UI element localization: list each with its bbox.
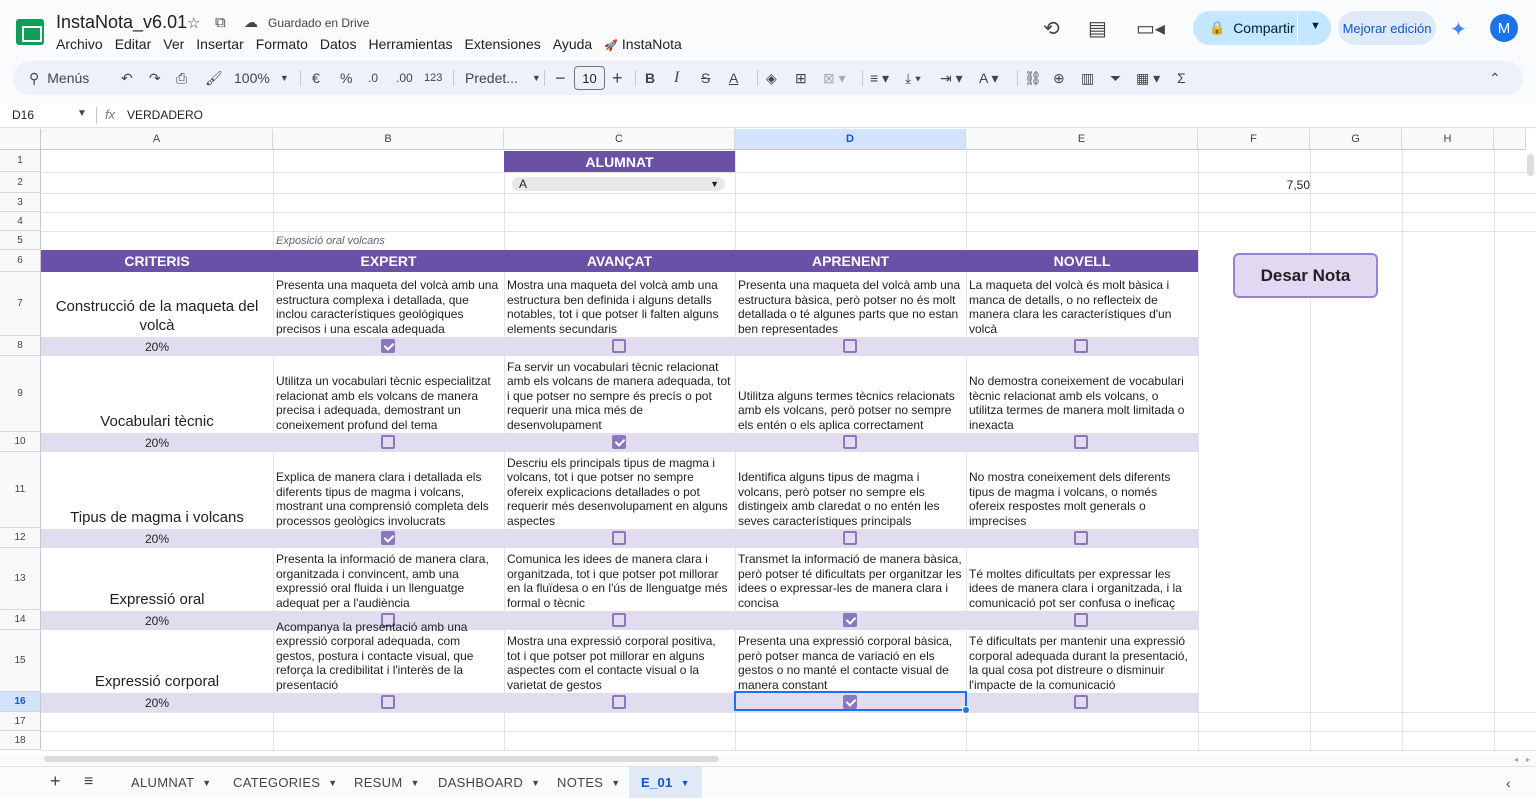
column-header-f[interactable]: F: [1198, 129, 1310, 150]
menus-search-label: Menús: [47, 70, 90, 86]
avatar[interactable]: M: [1490, 14, 1518, 42]
menu-ayuda[interactable]: Ayuda: [552, 36, 593, 52]
number-format-button[interactable]: 123: [424, 72, 443, 84]
filter-icon[interactable]: ⏷: [1110, 69, 1122, 86]
formula-bar: [0, 103, 1536, 128]
level-description[interactable]: Presenta la informació de manera clara, organitzada i convincent, amb una expressió oral fluida i un llenguatge adequat per a l'audiència: [276, 552, 489, 610]
level-checkbox[interactable]: [612, 695, 626, 709]
search-icon: ⚲: [29, 69, 40, 86]
sheet-tab-label: DASHBOARD: [438, 775, 524, 790]
row-header[interactable]: 7: [0, 272, 41, 336]
row-header[interactable]: 18: [0, 731, 41, 750]
scroll-left-arrow-icon[interactable]: ◂: [1514, 755, 1519, 764]
level-checkbox[interactable]: [1074, 695, 1088, 709]
font-dropdown-icon: ▼: [531, 73, 541, 83]
drive-status: Guardado en Drive: [268, 16, 370, 30]
italic-icon[interactable]: I: [674, 69, 680, 86]
menu-extensiones[interactable]: Extensiones: [464, 36, 541, 52]
menu-datos[interactable]: Datos: [319, 36, 357, 52]
level-description[interactable]: Mostra una maqueta del volcà amb una estructura ben definida i alguns detalls notables, tot i que potser li falten alguns elements secundaris: [507, 278, 719, 336]
menu-bar: [56, 36, 694, 52]
fx-icon: fx: [105, 107, 116, 122]
horizontal-scroll-thumb[interactable]: [44, 756, 719, 762]
criterion-weight[interactable]: 20%: [144, 531, 170, 546]
row-header[interactable]: 6: [0, 250, 41, 272]
level-checkbox[interactable]: [381, 339, 395, 353]
level-checkbox[interactable]: [612, 339, 626, 353]
row-header[interactable]: 3: [0, 193, 41, 212]
sheet-tab-dashboard[interactable]: [438, 767, 540, 798]
comments-icon[interactable]: ▤: [1088, 18, 1107, 40]
gridline: [41, 231, 1536, 232]
functions-icon[interactable]: Σ: [1177, 70, 1186, 86]
sheet-tab-label: NOTES: [557, 775, 604, 790]
sheets-logo-icon[interactable]: [16, 19, 44, 45]
fill-color-icon[interactable]: ◈: [766, 69, 777, 86]
share-label: Compartir: [1233, 20, 1295, 36]
cloud-saved-icon[interactable]: ☁: [244, 14, 258, 30]
scroll-right-arrow-icon[interactable]: ▸: [1526, 755, 1531, 764]
level-description[interactable]: No mostra coneixement dels diferents tipus de magma i volcans, o només ofereix respostes molt generals o imprecises: [969, 470, 1171, 528]
level-description[interactable]: No demostra coneixement de vocabulari tècnic relacionat amb els volcans, o utilitza termes de manera molt limitada o inexacta: [969, 374, 1185, 432]
level-checkbox[interactable]: [612, 613, 626, 627]
level-description[interactable]: Descriu els principals tipus de magma i volcans, tot i que potser no sempre ofereix explicacions detallades o pot requerir més desenvolupament en alguns aspectes: [507, 455, 728, 528]
sheet-tab-label: ALUMNAT: [131, 775, 195, 790]
alumnat-title: ALUMNAT: [504, 151, 735, 172]
column-header-b[interactable]: B: [273, 129, 504, 150]
vertical-align-icon[interactable]: ⤓ ▾: [905, 69, 921, 86]
menu-editar[interactable]: Editar: [114, 36, 152, 52]
header-criteris: CRITERIS: [41, 250, 273, 272]
rubric-subtitle: Exposició oral volcans: [276, 235, 385, 247]
menu-formato[interactable]: Formato: [255, 36, 308, 52]
level-checkbox[interactable]: [1074, 435, 1088, 449]
gridline: [1198, 150, 1199, 750]
alumnat-dropdown[interactable]: [512, 177, 725, 191]
level-checkbox[interactable]: [1074, 531, 1088, 545]
toolbar-divider: [1017, 70, 1018, 86]
level-checkbox[interactable]: [381, 695, 395, 709]
gridline: [41, 750, 1536, 751]
star-icon[interactable]: ☆: [187, 15, 201, 32]
font-size-input[interactable]: 10: [574, 66, 605, 90]
gridline: [41, 193, 1536, 194]
level-description[interactable]: Fa servir un vocabulari tècnic relacionat amb els volcans de manera adequada, tot i que potser no sempre és precís o pot requerir una mica més de desenvolupament: [507, 359, 731, 432]
level-description[interactable]: La maqueta del volcà és molt bàsica i manca de detalls, o no reflecteix de manera clara les característiques d'un volcà: [969, 278, 1172, 336]
gemini-icon[interactable]: ✦: [1450, 19, 1467, 41]
decrease-font-size-icon[interactable]: −: [555, 67, 566, 88]
title-bar: [0, 0, 1536, 58]
chevron-down-icon: ▼: [202, 777, 212, 788]
all-sheets-menu-icon[interactable]: ≡: [84, 773, 94, 790]
toolbar-divider: [453, 70, 454, 86]
increase-decimal-button[interactable]: .00: [396, 71, 413, 85]
paint-format-icon[interactable]: 🖌: [205, 69, 223, 86]
row-header[interactable]: 5: [0, 231, 41, 250]
toolbar: [13, 61, 1523, 95]
borders-icon[interactable]: ⊞: [795, 69, 807, 86]
level-checkbox[interactable]: [843, 613, 857, 627]
column-header-h[interactable]: H: [1402, 129, 1494, 150]
gridline: [41, 212, 1536, 213]
font-family-value: Predet...: [465, 70, 518, 86]
share-button[interactable]: [1193, 11, 1331, 45]
gridline: [1310, 150, 1311, 750]
text-wrap-icon[interactable]: ⇥ ▾: [940, 69, 963, 86]
sheet-tab-notes[interactable]: [557, 767, 621, 798]
chevron-down-icon: ▼: [410, 777, 420, 788]
level-description[interactable]: Comunica les idees de manera clara i organitzada, tot i que potser pot millorar en la fluïdesa o en l'ús de llenguatge més formal o tècnic: [507, 552, 728, 610]
row-header[interactable]: 2: [0, 172, 41, 193]
add-sheet-icon[interactable]: +: [50, 771, 61, 791]
increase-font-size-icon[interactable]: +: [612, 67, 623, 88]
chevron-left-icon[interactable]: ‹: [1506, 775, 1511, 791]
row-header[interactable]: 9: [0, 356, 41, 432]
sheet-tab-alumnat[interactable]: [131, 767, 211, 798]
active-cell-selection: [734, 691, 967, 711]
row-header[interactable]: 11: [0, 452, 41, 528]
level-description[interactable]: Utilitza alguns termes tècnics relacionats amb els volcans, però potser no sempre els entén o els aplica correctament: [738, 388, 955, 432]
video-call-icon[interactable]: ▭◂: [1136, 18, 1165, 40]
criterion-name[interactable]: Tipus de magma i volcans: [70, 509, 244, 526]
share-divider: [1297, 11, 1298, 45]
row-header[interactable]: 8: [0, 336, 41, 356]
zoom-select[interactable]: [234, 61, 289, 95]
criterion-weight[interactable]: 20%: [144, 695, 170, 710]
row-header[interactable]: 15: [0, 630, 41, 692]
criterion-name[interactable]: Construcció de la maqueta del volcà: [55, 298, 259, 334]
menu-ver[interactable]: Ver: [163, 36, 185, 52]
font-family-select[interactable]: [465, 61, 541, 95]
column-header-e[interactable]: E: [966, 129, 1198, 150]
column-header-c[interactable]: C: [504, 129, 735, 150]
move-folder-icon[interactable]: ⧉: [215, 14, 226, 31]
toolbar-divider: [757, 70, 758, 86]
chevron-down-icon: ▼: [680, 777, 690, 788]
bold-icon[interactable]: B: [645, 70, 656, 86]
level-checkbox[interactable]: [1074, 613, 1088, 627]
formula-input[interactable]: VERDADERO: [127, 108, 204, 122]
header-aprenent: APRENENT: [735, 250, 966, 272]
document-title[interactable]: InstaNota_v6.01: [56, 12, 188, 32]
level-description[interactable]: Transmet la informació de manera bàsica, però potser té dificultats per organitzar les idees o expressar-les de manera clara i concisa: [738, 552, 962, 610]
insert-comment-icon[interactable]: ⊕: [1053, 69, 1065, 86]
row-header[interactable]: 12: [0, 528, 41, 548]
decrease-decimal-button[interactable]: .0: [368, 71, 379, 85]
row-header[interactable]: 17: [0, 712, 41, 731]
share-dropdown-icon[interactable]: ▼: [1310, 20, 1321, 32]
sheet-tab-label: E_01: [641, 775, 673, 790]
criterion-name[interactable]: Expressió oral: [109, 591, 205, 608]
row-header[interactable]: 13: [0, 548, 41, 610]
criterion-name[interactable]: Expressió corporal: [94, 673, 220, 690]
menu-herramientas[interactable]: Herramientas: [368, 36, 453, 52]
zoom-dropdown-icon: ▼: [279, 73, 289, 83]
gridline: [41, 712, 1536, 713]
level-description[interactable]: Presenta una maqueta del volcà amb una estructura complexa i detallada, que inclou característiques geològiques precisos i una escala adequada: [276, 278, 499, 336]
toolbar-divider: [544, 70, 545, 86]
row-header[interactable]: 1: [0, 150, 41, 172]
grade-value[interactable]: 7,50: [1286, 178, 1310, 192]
filter-views-icon[interactable]: ▦ ▾: [1136, 69, 1161, 86]
sheet-tab-label: CATEGORIES: [233, 775, 321, 790]
chevron-down-icon: ▼: [710, 179, 719, 189]
chevron-down-icon: ▼: [328, 777, 338, 788]
level-description[interactable]: Té dificultats per mantenir una expressió corporal adequada durant la presentació, la qual cosa pot distreure o disminuir l'impacte de la comunicació: [969, 634, 1188, 692]
collapse-toolbar-icon[interactable]: ⌃: [1489, 69, 1501, 86]
alumnat-selected: A: [519, 177, 528, 191]
upgrade-button[interactable]: Mejorar edición: [1338, 11, 1436, 45]
header-avancat: AVANÇAT: [504, 250, 735, 272]
sheet-tab-bar: [0, 766, 1536, 797]
toolbar-divider: [862, 70, 863, 86]
redo-icon[interactable]: ↷: [149, 69, 161, 86]
level-description[interactable]: Explica de manera clara i detallada els diferents tipus de magma i volcans, mostrant una comprensió completa dels processos geològics involucrats: [276, 470, 489, 528]
level-checkbox[interactable]: [843, 435, 857, 449]
header-expert: EXPERT: [273, 250, 504, 272]
menu-insertar[interactable]: Insertar: [196, 36, 244, 52]
name-box-dropdown-icon[interactable]: ▼: [77, 108, 87, 119]
column-header-i[interactable]: [1494, 129, 1526, 150]
text-rotation-icon[interactable]: A ▾: [979, 69, 999, 86]
menu-instanota[interactable]: 🚀 InstaNota: [604, 36, 690, 52]
spreadsheet-grid[interactable]: [0, 129, 1536, 755]
sheet-tab-categories[interactable]: [233, 767, 338, 798]
row-header[interactable]: 16: [0, 692, 41, 712]
level-description[interactable]: expressió corporal adequada, com gestos, postura i contacte visual, que reforça la credibilitat i l'interès de la presentació: [276, 634, 474, 692]
level-description[interactable]: Té moltes dificultats per expressar les idees de manera clara i organitzada, i la comunicació pot ser confusa o ineficaç: [969, 566, 1182, 610]
fill-handle[interactable]: [962, 706, 970, 714]
level-checkbox[interactable]: [1074, 339, 1088, 353]
column-header-a[interactable]: A: [41, 129, 273, 150]
name-box[interactable]: D16: [12, 108, 35, 122]
criterion-name[interactable]: Vocabulari tècnic: [100, 413, 214, 430]
chevron-down-icon: ▼: [531, 777, 541, 788]
formula-divider: [96, 107, 97, 124]
level-checkbox[interactable]: [843, 531, 857, 545]
header-novell: NOVELL: [966, 250, 1198, 272]
sheet-tab-resum[interactable]: [354, 767, 420, 798]
save-grade-button[interactable]: Desar Nota: [1233, 253, 1378, 298]
chevron-down-icon: ▼: [611, 777, 621, 788]
history-icon[interactable]: ⟲: [1043, 18, 1060, 40]
percent-format-button[interactable]: %: [340, 70, 353, 86]
gridline: [41, 731, 1536, 732]
level-checkbox[interactable]: [381, 531, 395, 545]
criterion-weight[interactable]: 20%: [144, 613, 170, 628]
column-header-g[interactable]: G: [1310, 129, 1402, 150]
merge-cells-icon[interactable]: ⊠ ▾: [823, 69, 846, 86]
sheet-tab-label: RESUM: [354, 775, 403, 790]
toolbar-divider: [300, 70, 301, 86]
sheet-tab-e01[interactable]: [629, 767, 702, 798]
level-description[interactable]: Presenta una expressió corporal bàsica, però potser manca de variació en els gestos o no manté el contacte visual de manera constant: [738, 634, 953, 692]
level-checkbox[interactable]: [843, 339, 857, 353]
gridline: [41, 172, 1536, 173]
level-description[interactable]: Identifica alguns tipus de magma i volcans, però potser no sempre els distingeix amb claredat o no entén les seves característiques principals: [738, 470, 940, 528]
row-header[interactable]: 10: [0, 432, 41, 452]
menus-search[interactable]: [29, 61, 89, 95]
gridline: [1402, 150, 1403, 750]
select-all-corner[interactable]: [0, 129, 41, 150]
level-checkbox[interactable]: [612, 531, 626, 545]
level-description[interactable]: Utilitza un vocabulari tècnic especialitzat relacionat amb els volcans de manera precisa i adequada, demostrant un coneixement profund del tema: [276, 374, 491, 432]
criterion-weight[interactable]: 20%: [144, 339, 170, 354]
horizontal-align-icon[interactable]: ≡ ▾: [870, 69, 890, 86]
level-checkbox[interactable]: [381, 435, 395, 449]
vertical-scroll-thumb[interactable]: [1527, 154, 1534, 176]
insert-link-icon[interactable]: ⛓: [1024, 69, 1042, 86]
zoom-value: 100%: [234, 70, 270, 86]
gridline: [1494, 150, 1495, 750]
level-description[interactable]: Presenta una maqueta del volcà amb una estructura bàsica, però potser no és molt detallada o té algunes parts que no estan ben representades: [738, 278, 961, 336]
lock-icon: 🔒: [1209, 20, 1226, 35]
insert-chart-icon[interactable]: ▥: [1081, 69, 1095, 86]
vertical-scrollbar[interactable]: [1526, 150, 1534, 750]
row-header[interactable]: 4: [0, 212, 41, 231]
level-description[interactable]: Mostra una expressió corporal positiva, tot i que potser pot millorar en alguns aspectes com el contacte visual o la varietat de gestos: [507, 634, 716, 692]
menu-archivo[interactable]: Archivo: [56, 36, 103, 52]
level-checkbox[interactable]: [612, 435, 626, 449]
criterion-weight[interactable]: 20%: [144, 435, 170, 450]
row-header[interactable]: 14: [0, 610, 41, 630]
column-header-d[interactable]: D: [735, 129, 966, 150]
undo-icon[interactable]: ↶: [121, 69, 133, 86]
print-icon[interactable]: ⎙: [176, 69, 188, 86]
toolbar-divider: [635, 70, 636, 86]
strikethrough-icon[interactable]: S: [701, 70, 711, 86]
text-color-icon[interactable]: A: [729, 70, 739, 86]
currency-format-button[interactable]: €: [312, 70, 320, 86]
